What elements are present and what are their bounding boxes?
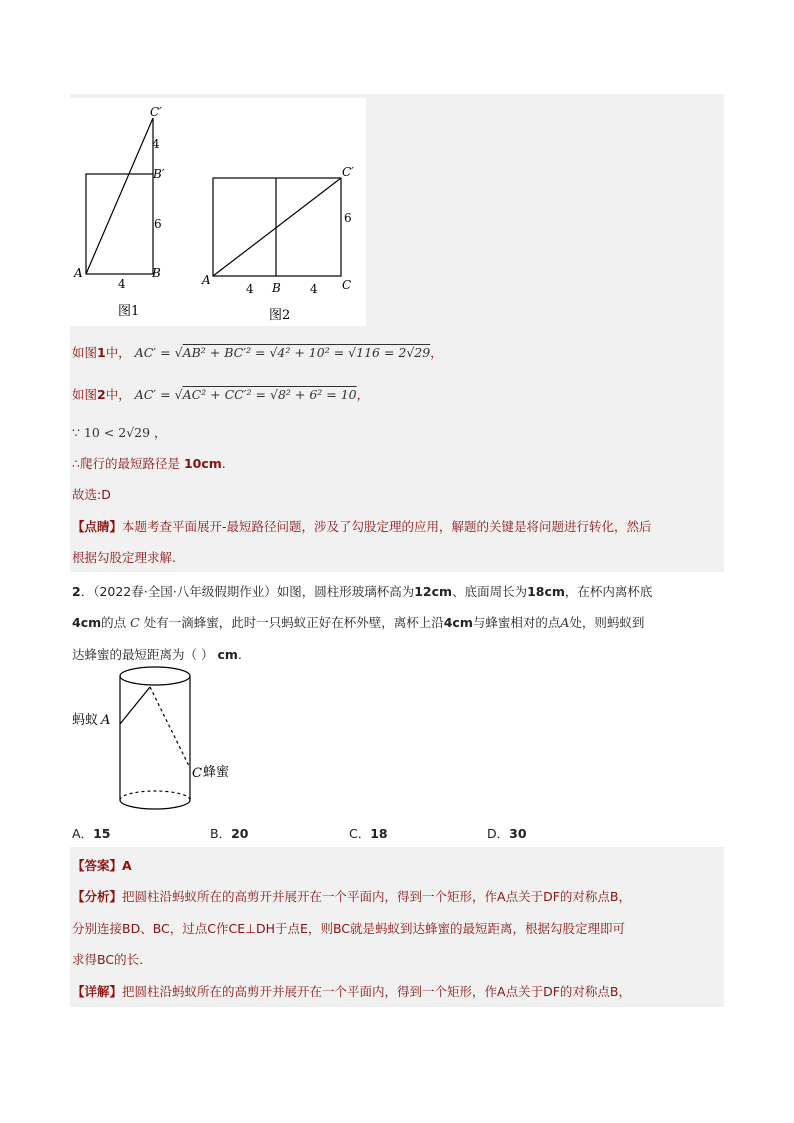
formula-lhs: AC′ =	[134, 387, 171, 402]
text: ，	[356, 387, 370, 402]
fig1-label-b: B	[152, 266, 161, 280]
formula-rest: √AC² + CC′² = √8² + 6² = 10	[174, 387, 357, 402]
text: .	[221, 456, 226, 471]
option-value: 30	[509, 826, 527, 841]
text: 故选:	[72, 487, 102, 502]
ant-point-a: A	[101, 713, 111, 728]
answer-value: A	[122, 858, 132, 873]
comment-tag: 【点睛】	[72, 519, 123, 534]
fig1-label-a: A	[74, 266, 83, 280]
text: 的点	[101, 615, 127, 630]
text: 处，则蚂蚁到	[569, 615, 645, 630]
ant-label: 蚂蚁	[72, 713, 99, 728]
option-value: 18	[370, 826, 388, 841]
question2-line-1	[72, 582, 652, 600]
text: ∴爬行的最短路径是	[72, 456, 180, 471]
text: 中，	[105, 345, 131, 360]
option-value: 20	[231, 826, 249, 841]
formula-lhs: AC′ =	[134, 345, 171, 360]
option-letter: C．	[349, 826, 371, 841]
fig2-label-c: C	[342, 278, 352, 292]
honey-point-c: C	[192, 766, 202, 781]
text: 与蜂蜜相对的点	[472, 615, 561, 630]
formula-rest: √AB² + BC′² = √4² + 10² = √116 = 2√29	[174, 345, 431, 360]
text: 把圆柱沿蚂蚁所在的高剪开并展开在一个平面内，得到一个矩形，作A点关于DF的对称点B，	[122, 889, 631, 904]
option-b[interactable]	[210, 824, 248, 842]
answer-value: 10cm	[183, 456, 222, 471]
solution-line-4	[72, 454, 226, 472]
unit: cm	[217, 647, 238, 662]
analysis-tag: 【分析】	[72, 889, 123, 904]
fig2-label-b: B	[272, 281, 281, 295]
text: 分别连接BD、BC，过点C作CE⊥DH于点E，则BC就是蚂蚁到达蜂蜜的最短距离，根据勾股定理即可	[72, 921, 626, 936]
text: .	[237, 647, 242, 662]
cylinder-bottom-back	[120, 791, 190, 800]
question-number: 2	[72, 584, 81, 599]
fig2-side-right: 6	[344, 211, 352, 225]
fig2-label-a: A	[202, 273, 211, 287]
text: ，	[430, 345, 443, 360]
option-c[interactable]	[349, 824, 388, 842]
fig1-label-cprime: C′	[150, 105, 162, 119]
fig2-label-cprime: C′	[342, 165, 354, 179]
solution-line-3	[72, 423, 167, 441]
solution-line-5	[72, 485, 111, 503]
text: 求得BC的长.	[72, 952, 144, 967]
figure-box	[70, 98, 366, 326]
solution-line-1	[72, 343, 443, 361]
solution-line-2	[72, 385, 369, 403]
analysis-line-1	[72, 887, 631, 905]
value: 12cm	[414, 584, 453, 599]
text: 本题考查平面展开-最短路径问题，涉及了勾股定理的应用，解题的关键是将问题进行转化，然后	[122, 519, 652, 534]
unfolded-figures	[70, 98, 366, 326]
ant-path-solid	[120, 687, 150, 724]
fig2-diagonal	[213, 178, 341, 276]
figure-number: 1	[97, 345, 106, 360]
cylinder-figure	[70, 660, 250, 820]
fig1-side-bottom: 4	[118, 277, 126, 291]
analysis-line-3	[72, 950, 143, 968]
text: 如图	[72, 387, 98, 402]
fig1-diagonal	[86, 118, 153, 274]
choice: D	[101, 487, 111, 502]
comment-line-2	[72, 548, 176, 566]
option-value: 15	[93, 826, 111, 841]
fig1-caption: 图1	[118, 304, 140, 319]
detail-tag: 【详解】	[72, 984, 123, 999]
option-letter: D．	[487, 826, 510, 841]
fig2-bottom-left: 4	[246, 282, 254, 296]
value: 4cm	[443, 615, 473, 630]
cylinder-top-ellipse	[120, 667, 190, 685]
point-label: A	[560, 615, 570, 630]
fig1-side-right: 6	[154, 217, 162, 231]
figure-number: 2	[97, 387, 106, 402]
formula-body: AB² + BC′² = √4² + 10² = √116 = 2√29	[182, 345, 431, 360]
option-a[interactable]	[72, 824, 110, 842]
fig1-label-bprime: B′	[153, 167, 165, 181]
option-d[interactable]	[487, 824, 527, 842]
comment-line-1	[72, 517, 652, 535]
text: 根据勾股定理求解.	[72, 550, 176, 565]
text: ．（2022春·全国·八年级假期作业）如图，圆柱形玻璃杯高为	[80, 584, 415, 599]
honey-label: 蜂蜜	[203, 765, 230, 780]
cylinder-bottom-front	[120, 800, 190, 809]
option-letter: B．	[210, 826, 232, 841]
option-letter: A．	[72, 826, 94, 841]
formula-body: AC² + CC′² = √8² + 6² = 10	[182, 387, 357, 402]
value: 18cm	[527, 584, 565, 599]
text: 达蜂蜜的最短距离为（ ）	[72, 647, 214, 662]
answer-tag: 【答案】	[72, 858, 123, 873]
question2-line-2	[72, 613, 644, 631]
fig1-side-top: 4	[152, 137, 160, 151]
text: 、底面周长为	[452, 584, 528, 599]
answer-line	[72, 856, 132, 874]
point-label: C	[130, 615, 140, 630]
text: ，在杯内离杯底	[564, 584, 653, 599]
ant-path-dashed	[150, 687, 190, 768]
fig1-rectangle	[86, 174, 153, 274]
detail-line-1	[72, 982, 631, 1000]
text: 如图	[72, 345, 98, 360]
text: 中，	[105, 387, 131, 402]
value: 4cm	[72, 615, 102, 630]
text: 把圆柱沿蚂蚁所在的高剪开并展开在一个平面内，得到一个矩形，作A点关于DF的对称点B，	[122, 984, 631, 999]
analysis-line-2	[72, 919, 625, 937]
text: 处有一滴蜂蜜，此时一只蚂蚁正好在杯外壁，离杯上沿	[143, 615, 444, 630]
inequality: ∵ 10 < 2√29 ，	[72, 425, 167, 440]
fig2-caption: 图2	[269, 308, 291, 323]
fig2-bottom-right: 4	[310, 282, 318, 296]
